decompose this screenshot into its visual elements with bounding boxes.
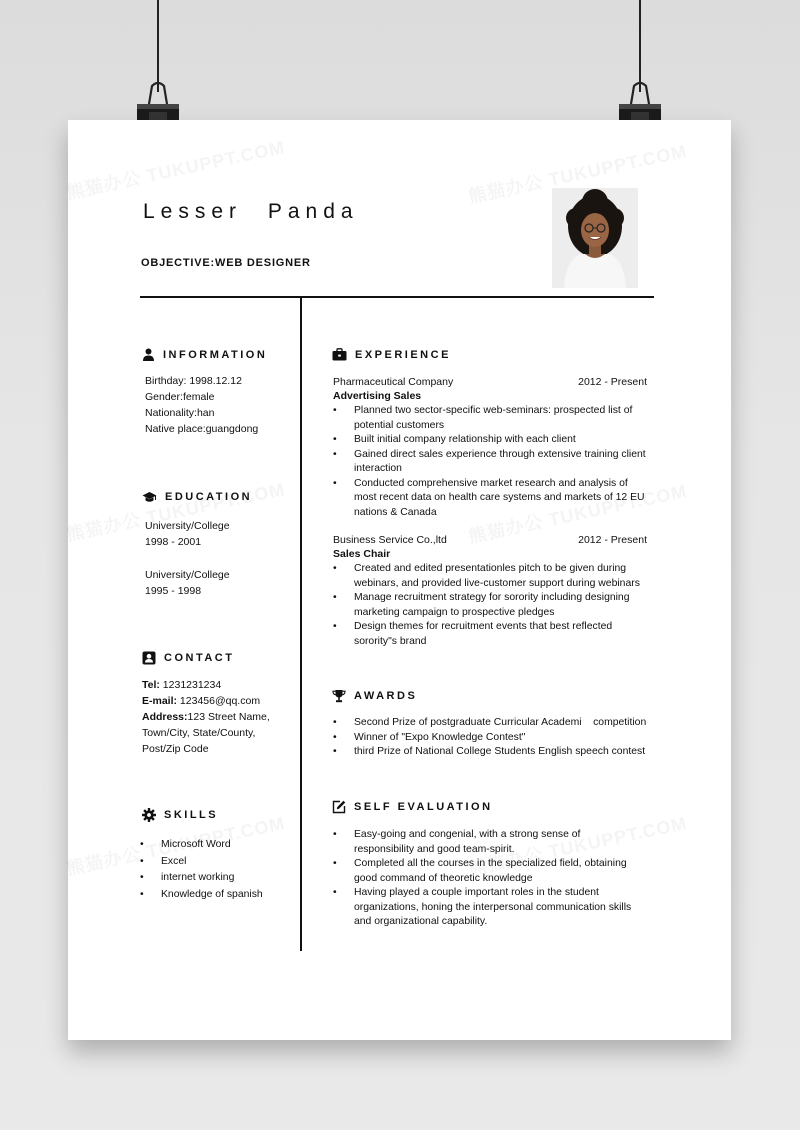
job-header — [333, 376, 647, 388]
contact-card-icon — [142, 651, 156, 665]
section-title-awards: AWARDS — [332, 689, 417, 703]
list-item: • Having played a couple important roles in the student organizations, honing the interpersonal communication skills and organizational capability. — [333, 886, 633, 930]
section-title-skills: SKILLS — [142, 808, 218, 822]
job-period: 2012 - Present — [578, 534, 647, 546]
job-company: Pharmaceutical Company — [333, 376, 454, 388]
job-role: Advertising Sales — [333, 390, 422, 402]
contact-tel: Tel: 1231231234 — [142, 679, 222, 691]
self-evaluation-list — [333, 828, 633, 930]
education-years: 1995 - 1998 — [145, 585, 202, 597]
list-item: • Second Prize of postgraduate Curricular Academi competition — [333, 716, 651, 731]
candidate-name: Lesser Panda — [143, 200, 359, 223]
hanging-string-right — [639, 0, 641, 92]
list-item: • internet working — [140, 870, 290, 887]
list-item: • Completed all the courses in the specialized field, obtaining good command of theoretic knowledge — [333, 857, 633, 886]
education-entry — [145, 567, 230, 599]
contact-address-line: Town/City, State/County, — [142, 727, 256, 739]
list-item: • Built initial company relationship with each client — [333, 433, 651, 448]
info-gender: Gender:female — [145, 391, 215, 403]
watermark — [64, 133, 288, 205]
job-bullets — [333, 562, 651, 649]
section-title-information: INFORMATION — [142, 348, 267, 361]
section-title-experience: EXPERIENCE — [332, 348, 451, 361]
info-native-place: Native place:guangdong — [145, 423, 259, 435]
list-item: • Manage recruitment strategy for sorority including designing marketing campaign to prospective pledges — [333, 591, 651, 620]
skills-list — [140, 837, 290, 903]
list-item: • Easy-going and congenial, with a strong sense of responsibility and good team-spirit. — [333, 828, 633, 857]
list-item: • third Prize of National College Students English speech contest — [333, 745, 651, 760]
list-item: • Gained direct sales experience through extensive training client interaction — [333, 448, 651, 477]
graduation-cap-icon — [142, 491, 157, 503]
job-period: 2012 - Present — [578, 376, 647, 388]
education-entry — [145, 518, 230, 550]
column-divider — [300, 296, 302, 951]
job-company: Business Service Co.,ltd — [333, 534, 447, 546]
hanging-string-left — [157, 0, 159, 92]
list-item: • Microsoft Word — [140, 837, 290, 854]
header-divider — [140, 296, 654, 298]
resume-paper — [68, 120, 731, 1040]
objective: OBJECTIVE:WEB DESIGNER — [141, 257, 311, 269]
information-details — [145, 373, 258, 437]
list-item: • Planned two sector-specific web-seminars: prospected list of potential customers — [333, 404, 651, 433]
trophy-icon — [332, 689, 346, 703]
awards-list — [333, 716, 651, 760]
gear-icon — [142, 808, 156, 822]
education-years: 1998 - 2001 — [145, 536, 202, 548]
person-icon — [142, 348, 155, 361]
list-item: • Winner of "Expo Knowledge Contest" — [333, 731, 651, 746]
list-item: • Conducted comprehensive market research and analysis of most recent data on health care systems and markets of 12 EU nations & Canada — [333, 477, 651, 521]
info-birthday: Birthday: 1998.12.12 — [145, 375, 242, 387]
job-header — [333, 534, 647, 546]
list-item: • Created and edited presentationles pitch to be given during webinars, and provided live-customer support during webinars — [333, 562, 651, 591]
job-bullets — [333, 404, 651, 520]
list-item: • Design themes for recruitment events that best reflected sorority"s brand — [333, 620, 651, 649]
profile-photo — [552, 188, 638, 288]
education-school: University/College — [145, 569, 230, 581]
job-role: Sales Chair — [333, 548, 391, 560]
section-title-education: EDUCATION — [142, 491, 252, 503]
section-title-self-evaluation: SELF EVALUATION — [332, 800, 493, 814]
edit-icon — [332, 800, 346, 814]
section-title-contact: CONTACT — [142, 651, 234, 665]
contact-details — [142, 677, 270, 757]
contact-address-line: Post/Zip Code — [142, 743, 209, 755]
info-nationality: Nationality:han — [145, 407, 215, 419]
briefcase-icon — [332, 348, 347, 361]
contact-email: E-mail: 123456@qq.com — [142, 695, 261, 707]
list-item: • Knowledge of spanish — [140, 887, 290, 904]
education-school: University/College — [145, 520, 230, 532]
contact-address: Address:123 Street Name, — [142, 711, 270, 723]
list-item: • Excel — [140, 854, 290, 871]
